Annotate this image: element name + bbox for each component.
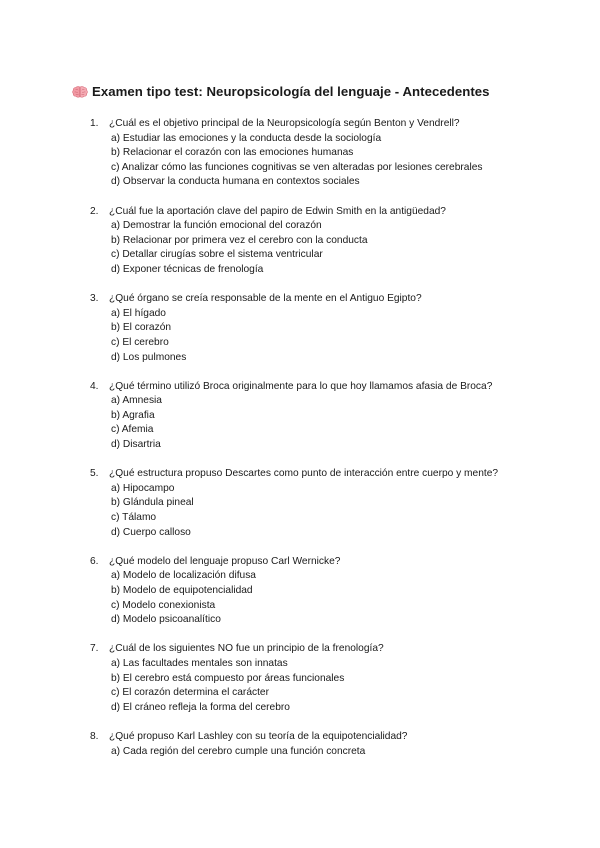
answer-option: a) Las facultades mentales son innatas xyxy=(111,657,288,669)
question-item xyxy=(0,730,600,759)
question-number: 1. xyxy=(90,118,99,129)
question-number: 7. xyxy=(90,643,99,655)
answer-option: c) El cerebro xyxy=(111,336,169,348)
question-heading xyxy=(0,292,600,307)
answer-option: b) Agrafia xyxy=(111,409,155,421)
question-heading xyxy=(0,205,600,220)
question-text: ¿Qué propuso Karl Lashley con su teoría de la equipotencialidad? xyxy=(109,730,408,742)
question-number: 6. xyxy=(90,555,99,567)
answer-option: d) Los pulmones xyxy=(111,351,187,363)
question-item xyxy=(0,642,600,715)
answer-option: a) Cada región del cerebro cumple una función concreta xyxy=(111,745,366,757)
brain-icon xyxy=(72,86,88,98)
question-item xyxy=(0,205,600,278)
question-heading xyxy=(0,642,600,657)
page-title-text: Examen tipo test: Neuropsicología del lenguaje - Antecedentes xyxy=(92,84,490,99)
question-text: ¿Qué modelo del lenguaje propuso Carl Wernicke? xyxy=(109,555,341,567)
question-item xyxy=(0,555,600,628)
question-heading xyxy=(0,117,600,132)
question-heading xyxy=(0,555,600,570)
answer-option: d) Observar la conducta humana en contextos sociales xyxy=(111,176,360,188)
question-number: 8. xyxy=(90,730,99,742)
answer-option: a) El hígado xyxy=(111,307,166,319)
answer-option: c) El corazón determina el carácter xyxy=(111,687,269,699)
answer-option: d) Disartria xyxy=(111,439,161,451)
answer-option: b) El cerebro está compuesto por áreas funcionales xyxy=(111,672,345,684)
question-text: ¿Qué término utilizó Broca originalmente para lo que hoy llamamos afasia de Broca? xyxy=(109,380,493,392)
answer-option: c) Analizar cómo las funciones cognitivas se ven alteradas por lesiones cerebrales xyxy=(111,161,483,173)
question-item xyxy=(0,117,600,190)
question-list xyxy=(0,117,600,774)
answer-option: d) El cráneo refleja la forma del cerebro xyxy=(111,701,290,713)
question-heading xyxy=(0,730,600,745)
answer-option: d) Exponer técnicas de frenología xyxy=(111,263,264,275)
answer-option: a) Hipocampo xyxy=(111,482,175,494)
question-number: 5. xyxy=(90,468,99,480)
answer-option: c) Tálamo xyxy=(111,512,157,524)
question-item xyxy=(0,292,600,365)
answer-option: a) Estudiar las emociones y la conducta desde la sociología xyxy=(111,132,382,144)
answer-option: c) Afemia xyxy=(111,424,154,436)
question-item xyxy=(0,380,600,453)
question-text: ¿Cuál fue la aportación clave del papiro de Edwin Smith en la antigüedad? xyxy=(109,205,446,217)
answer-option: d) Cuerpo calloso xyxy=(111,526,191,538)
question-heading xyxy=(0,467,600,482)
question-text: ¿Cuál de los siguientes NO fue un principio de la frenología? xyxy=(109,643,384,655)
answer-option: a) Amnesia xyxy=(111,395,162,407)
question-text: ¿Qué estructura propuso Descartes como punto de interacción entre cuerpo y mente? xyxy=(109,468,499,480)
answer-option: c) Modelo conexionista xyxy=(111,599,216,611)
page-title xyxy=(72,84,490,99)
answer-option: c) Detallar cirugías sobre el sistema ventricular xyxy=(111,249,323,261)
answer-option: b) Modelo de equipotencialidad xyxy=(111,585,253,596)
question-heading xyxy=(0,380,600,395)
answer-option: d) Modelo psicoanalítico xyxy=(111,614,221,626)
question-number: 4. xyxy=(90,380,99,392)
answer-option: b) Relacionar por primera vez el cerebro con la conducta xyxy=(111,234,368,246)
answer-option: b) Glándula pineal xyxy=(111,497,194,509)
question-text: ¿Qué órgano se creía responsable de la mente en el Antiguo Egipto? xyxy=(109,293,422,305)
answer-option: a) Modelo de localización difusa xyxy=(111,570,256,582)
answer-option: a) Demostrar la función emocional del corazón xyxy=(111,220,322,232)
question-number: 2. xyxy=(90,205,99,217)
question-item xyxy=(0,467,600,540)
question-text: ¿Cuál es el objetivo principal de la Neuropsicología según Benton y Vendrell? xyxy=(109,118,460,129)
question-number: 3. xyxy=(90,293,99,305)
answer-option: b) Relacionar el corazón con las emociones humanas xyxy=(111,147,354,159)
answer-option: b) El corazón xyxy=(111,322,172,334)
